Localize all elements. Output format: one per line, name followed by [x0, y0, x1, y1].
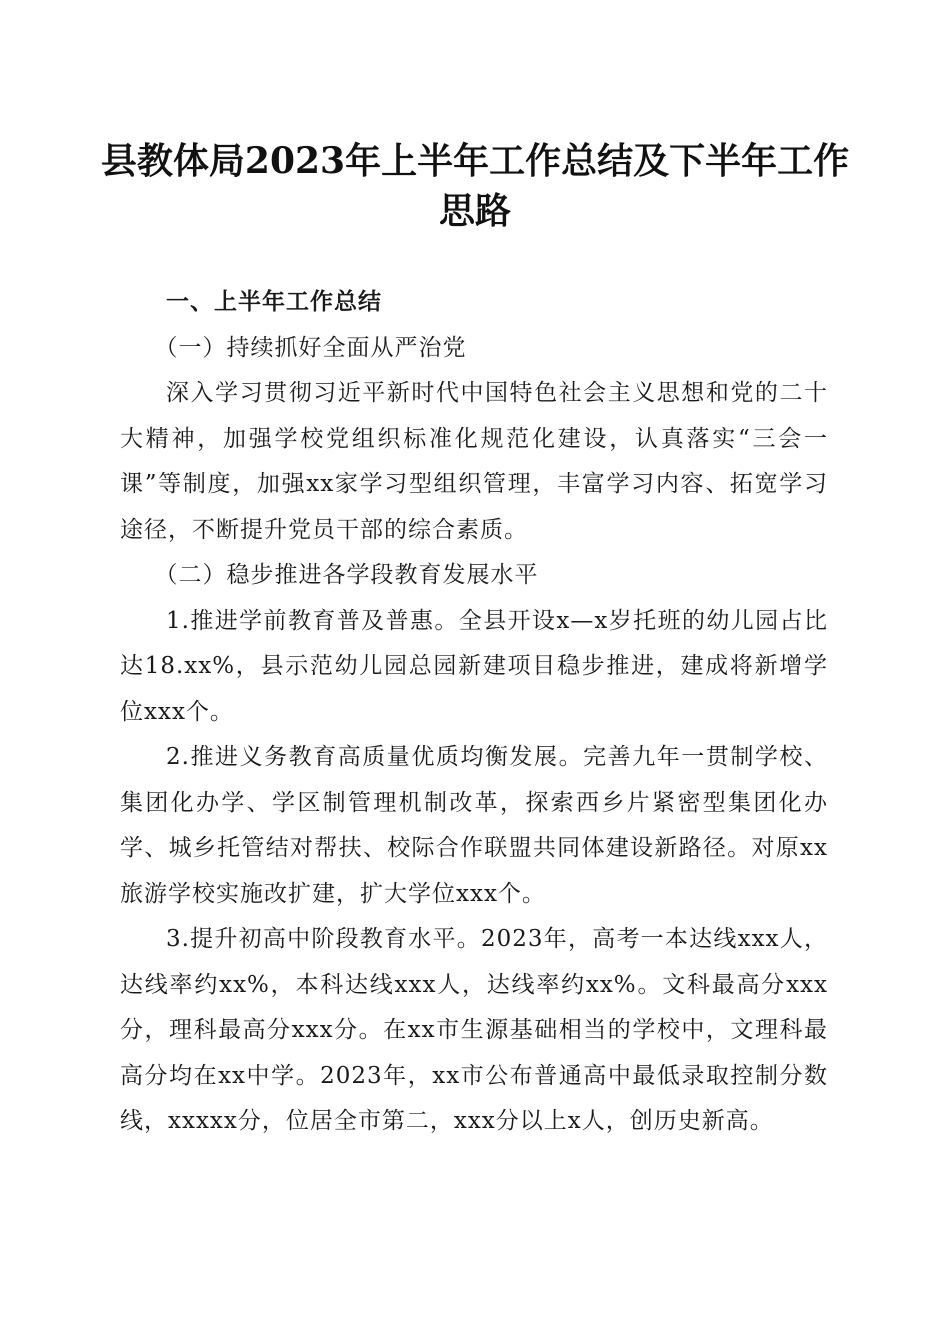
paragraph: 2.推进义务教育高质量优质均衡发展。完善九年一贯制学校、集团化办学、学区制管理机制改革，探索西乡片紧密型集团化办学、城乡托管结对帮扶、校际合作联盟共同体建设新路径。对原xx旅游学校实施改扩建，扩大学位xxx个。 — [120, 744, 828, 907]
document-body — [120, 280, 828, 1145]
subsection-heading-1: （一）持续抓好全面从严治党 — [154, 334, 467, 361]
paragraph: 1.推进学前教育普及普惠。全县开设x—x岁托班的幼儿园占比达18.xx%，县示范幼儿园总园新建项目稳步推进，建成将新增学位xxx个。 — [120, 607, 828, 725]
paragraph: 深入学习贯彻习近平新时代中国特色社会主义思想和党的二十大精神，加强学校党组织标准化规范化建设，认真落实“三会一课”等制度，加强xx家学习型组织管理，丰富学习内容、拓宽学习途径，不断提升党员干部的综合素质。 — [120, 380, 828, 543]
subsection-heading-2: （二）稳步推进各学段教育发展水平 — [154, 562, 539, 588]
document-title: 县教体局2023年上半年工作总结及下半年工作思路 — [100, 140, 850, 232]
section-heading-1: 一、上半年工作总结 — [166, 289, 382, 315]
paragraph: 3.提升初高中阶段教育水平。2023年，高考一本达线xxx人，达线率约xx%，本科达线xxx人，达线率约xx%。文科最高分xxx分，理科最高分xxx分。在xx市生源基础相当的学校中，文理科最高分均在xx中学。2023年，xx市公布普通高中最低录取控制分数线，xxxxx分，位居全市第二，xxx分以上x人，创历史新高。 — [120, 926, 828, 1134]
